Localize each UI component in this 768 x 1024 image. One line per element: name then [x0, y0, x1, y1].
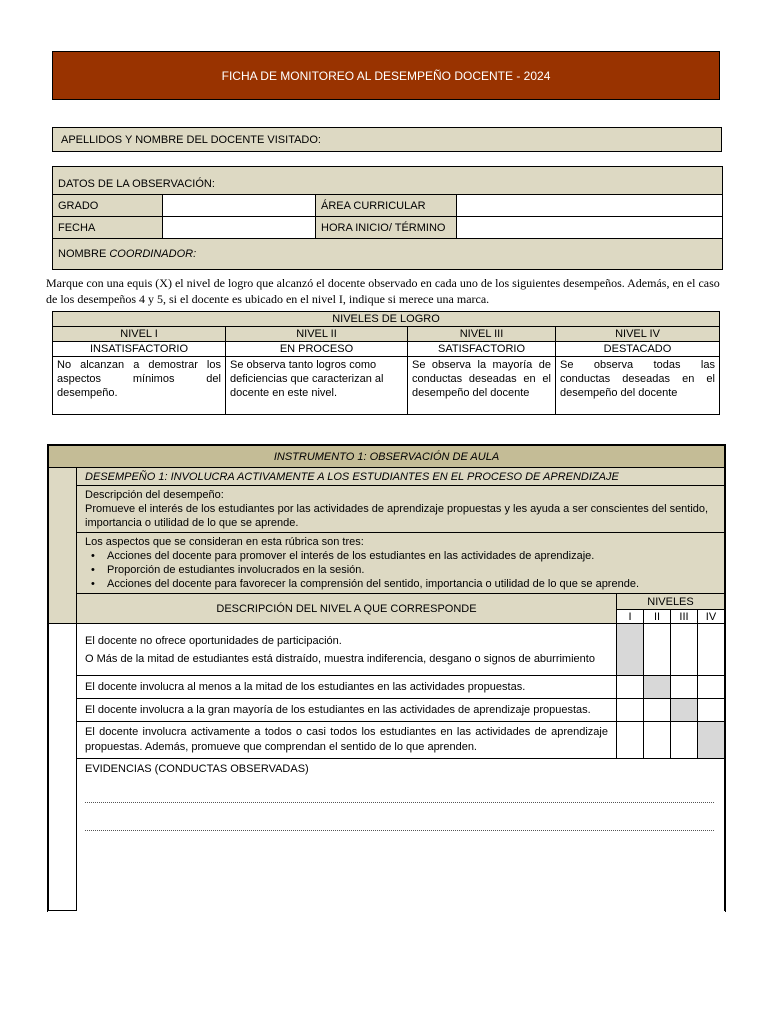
- level-4-header: NIVEL IV: [556, 327, 720, 342]
- aspect-item: • Acciones del docente para promover el interés de los estudiantes en las actividades de aprendizaje.: [91, 549, 716, 563]
- check-cell-3-ii[interactable]: [644, 699, 671, 722]
- area-label: ÁREA CURRICULAR: [316, 195, 457, 217]
- check-cell-3-i[interactable]: [617, 699, 644, 722]
- instructions-text: Marque con una equis (X) el nivel de logro que alcanzó el docente observado en cada uno de los siguientes desempeños. Además, en el caso de los desempeños 4 y 5, si el docente es ubicado en el nivel I, indique si merece una marca.: [46, 276, 720, 306]
- area-field[interactable]: [457, 195, 723, 217]
- rubric-row-1: [77, 624, 617, 676]
- check-cell-4-iv[interactable]: [698, 722, 725, 759]
- aspect-item: • Proporción de estudiantes involucrados en la sesión.: [91, 563, 716, 577]
- grado-label: GRADO: [53, 195, 163, 217]
- rubric-aspects: [77, 533, 725, 594]
- instrument-section: [47, 444, 726, 912]
- level-2-name: EN PROCESO: [226, 342, 408, 357]
- check-cell-4-ii[interactable]: [644, 722, 671, 759]
- coordinator-label: COORDINADOR:: [109, 248, 197, 260]
- rubric-row-3: El docente involucra a la gran mayoría de los estudiantes en las actividades de aprendizaje propuestas.: [77, 699, 617, 722]
- achievement-levels-table: [52, 311, 720, 415]
- rubric-row-4: El docente involucra activamente a todos o casi todos los estudiantes en las actividades de aprendizaje propuestas. Además, promueve que comprendan el sentido de lo que aprenden.: [77, 722, 617, 759]
- level-4-name: DESTACADO: [556, 342, 720, 357]
- coordinator-label-prefix: NOMBRE: [58, 248, 110, 260]
- instrument-title: INSTRUMENTO 1: OBSERVACIÓN DE AULA: [49, 446, 725, 468]
- rubric-row-1-line2: O Más de la mitad de estudiantes está distraído, muestra indiferencia, desgano o signos de aburrimiento: [85, 653, 595, 665]
- check-cell-1-iv[interactable]: [698, 624, 725, 676]
- hora-field[interactable]: [457, 217, 723, 239]
- level-1-name: INSATISFACTORIO: [53, 342, 226, 357]
- level-3-description: Se observa la mayoría de conductas deseadas en el desempeño del docente: [408, 357, 556, 415]
- rubric-aspects-label: Los aspectos que se consideran en esta rúbrica son tres:: [85, 536, 364, 548]
- teacher-name-field[interactable]: [52, 127, 722, 152]
- hora-label: HORA INICIO/ TÉRMINO: [316, 217, 457, 239]
- aspect-item: • Acciones del docente para favorecer la comprensión del sentido, importancia o utilidad de lo que se aprende.: [91, 577, 716, 591]
- check-cell-2-iii[interactable]: [671, 676, 698, 699]
- evidence-line[interactable]: [85, 803, 714, 831]
- level-2-description: Se observa tanto logros como deficiencias que caracterizan al docente en este nivel.: [226, 357, 408, 415]
- level-4-description: Se observa todas las conductas deseadas en el desempeño del docente: [556, 357, 720, 415]
- check-cell-1-i[interactable]: [617, 624, 644, 676]
- level-col-iv: IV: [698, 610, 725, 624]
- level-2-header: NIVEL II: [226, 327, 408, 342]
- check-cell-2-ii[interactable]: [644, 676, 671, 699]
- instrument-side-bar-lower: [49, 624, 77, 911]
- check-cell-4-i[interactable]: [617, 722, 644, 759]
- levels-header: NIVELES: [617, 594, 725, 610]
- performance-title: DESEMPEÑO 1: INVOLUCRA ACTIVAMENTE A LOS ESTUDIANTES EN EL PROCESO DE APRENDIZAJE: [77, 468, 725, 486]
- level-3-header: NIVEL III: [408, 327, 556, 342]
- level-col-ii: II: [644, 610, 671, 624]
- check-cell-1-iii[interactable]: [671, 624, 698, 676]
- check-cell-3-iv[interactable]: [698, 699, 725, 722]
- teacher-name-label: APELLIDOS Y NOMBRE DEL DOCENTE VISITADO:: [61, 133, 321, 146]
- level-col-i: I: [617, 610, 644, 624]
- evidence-label: EVIDENCIAS (CONDUCTAS OBSERVADAS): [85, 763, 309, 775]
- performance-description-label: Descripción del desempeño:: [85, 489, 224, 501]
- instrument-side-bar: [49, 468, 77, 624]
- levels-title: NIVELES DE LOGRO: [53, 312, 720, 327]
- level-3-name: SATISFACTORIO: [408, 342, 556, 357]
- rubric-row-1-line1: El docente no ofrece oportunidades de participación.: [85, 635, 342, 647]
- level-col-iii: III: [671, 610, 698, 624]
- coordinator-field[interactable]: [53, 239, 723, 270]
- level-description-header: DESCRIPCIÓN DEL NIVEL A QUE CORRESPONDE: [77, 594, 617, 624]
- evidence-line[interactable]: [85, 775, 714, 803]
- check-cell-2-i[interactable]: [617, 676, 644, 699]
- observation-data-table: [52, 166, 723, 270]
- check-cell-4-iii[interactable]: [671, 722, 698, 759]
- fecha-field[interactable]: [163, 217, 316, 239]
- observation-section-label: DATOS DE LA OBSERVACIÓN:: [53, 167, 723, 195]
- rubric-row-2: El docente involucra al menos a la mitad de los estudiantes en las actividades propuestas.: [77, 676, 617, 699]
- fecha-label: FECHA: [53, 217, 163, 239]
- page-title: FICHA DE MONITOREO AL DESEMPEÑO DOCENTE - 2024: [52, 51, 720, 100]
- check-cell-3-iii[interactable]: [671, 699, 698, 722]
- performance-description: [77, 486, 725, 533]
- level-1-header: NIVEL I: [53, 327, 226, 342]
- evidence-area[interactable]: [77, 759, 725, 911]
- check-cell-2-iv[interactable]: [698, 676, 725, 699]
- performance-description-text: Promueve el interés de los estudiantes por las actividades de aprendizaje propuestas y les ayuda a ser conscientes del sentido, importancia o utilidad de lo que se aprende.: [85, 503, 709, 529]
- grado-field[interactable]: [163, 195, 316, 217]
- check-cell-1-ii[interactable]: [644, 624, 671, 676]
- level-1-description: No alcanzan a demostrar los aspectos mínimos del desempeño.: [53, 357, 226, 415]
